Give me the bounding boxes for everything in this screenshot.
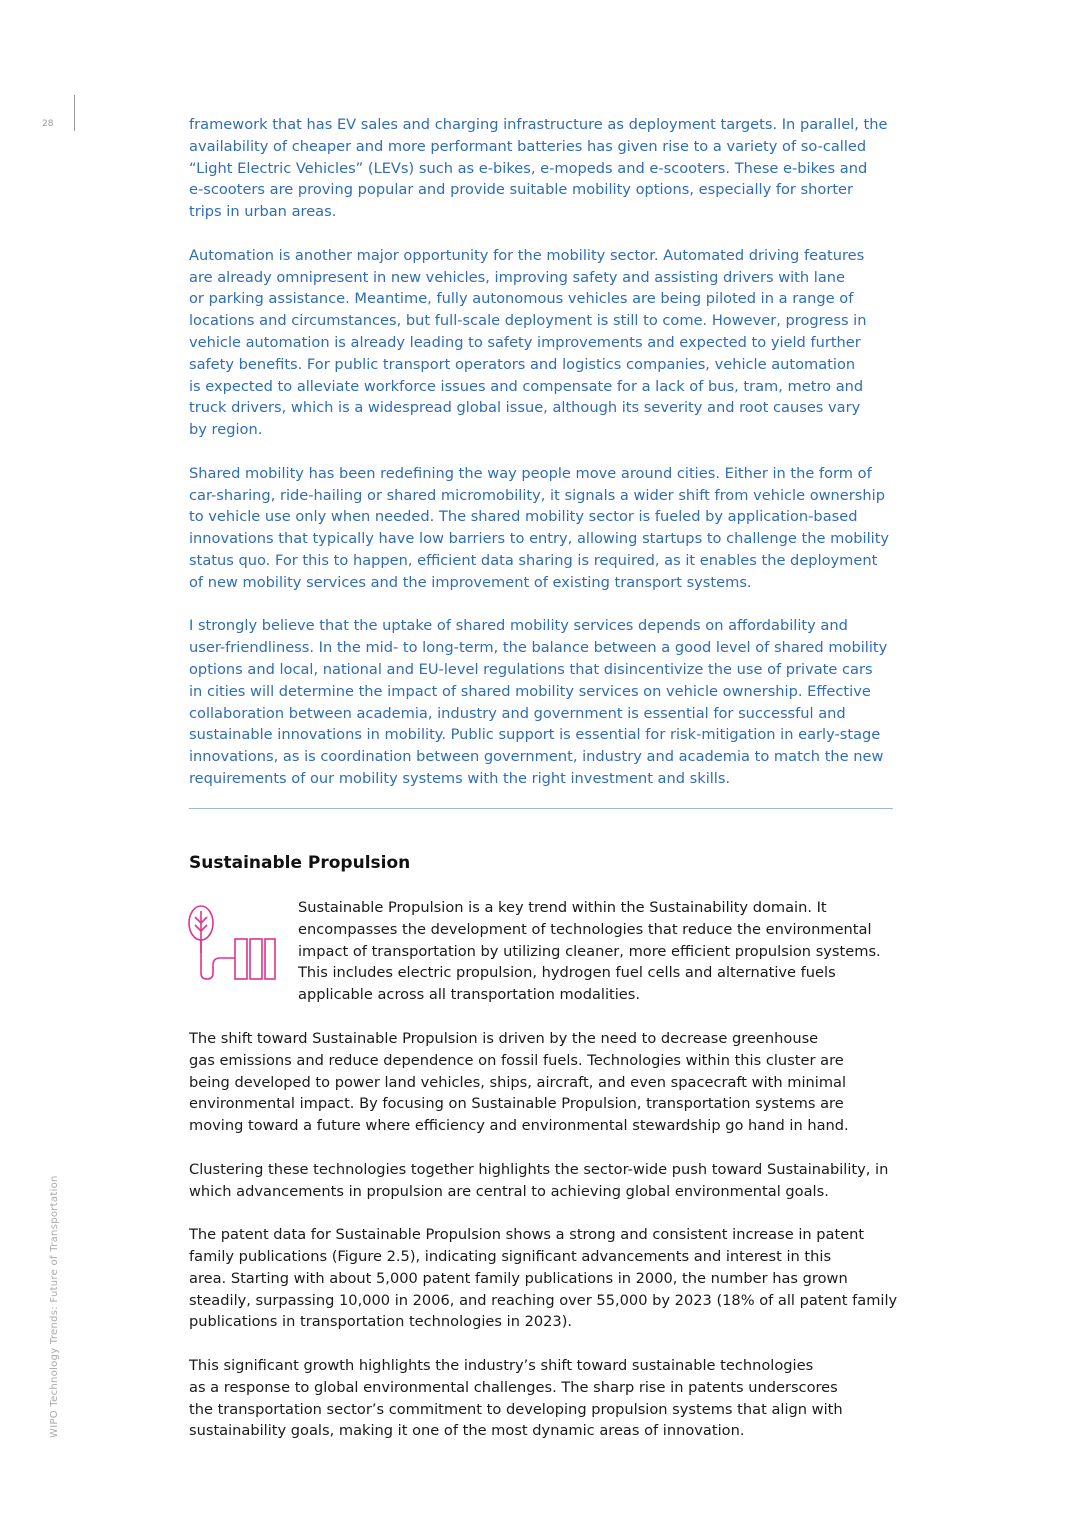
section-divider [189,808,893,809]
section-body [189,1028,899,1464]
text-line: framework that has EV sales and charging infrastructure as deployment targets. In parallel, the [189,116,888,133]
text-line: as a response to global environmental challenges. The sharp rise in patents underscores [189,1378,838,1396]
section-title: Sustainable Propulsion [189,853,411,873]
text-line: being developed to power land vehicles, ships, aircraft, and even spacecraft with minimal [189,1073,847,1091]
leaf-battery-icon [187,903,282,983]
section-intro [298,897,881,1028]
text-line: locations and circumstances, but full-scale deployment is still to come. However, progress in [189,312,867,330]
text-line: innovations, as is coordination between government, industry and academia to match the new [189,748,884,766]
text-line: I strongly believe that the uptake of shared mobility services depends on affordability and [189,617,848,635]
text-line: safety benefits. For public transport operators and logistics companies, vehicle automation [189,355,856,373]
text-line: are already omnipresent in new vehicles, improving safety and assisting drivers with lane [189,268,846,286]
header-divider [74,95,75,131]
quote-paragraph [189,615,899,789]
text-line: to vehicle use only when needed. The shared mobility sector is fueled by application-based [189,508,858,526]
text-line: availability of cheaper and more performant batteries has given rise to a variety of so-called [189,137,867,155]
running-title: WIPO Technology Trends: Future of Transportation [49,1175,60,1438]
quote-paragraph [189,463,899,594]
text-line: car-sharing, ride-hailing or shared micromobility, it signals a wider shift from vehicle ownership [189,486,885,504]
text-line: The shift toward Sustainable Propulsion is driven by the need to decrease greenhouse [189,1030,819,1047]
text-line: is expected to alleviate workforce issues and compensate for a lack of bus, tram, metro and [189,377,864,395]
text-line: The patent data for Sustainable Propulsion shows a strong and consistent increase in patent [189,1226,865,1244]
text-line: Sustainable Propulsion is a key trend within the Sustainability domain. It [298,899,827,916]
text-line: the transportation sector’s commitment to developing propulsion systems that align with [189,1400,843,1418]
text-line: collaboration between academia, industry and government is essential for successful and [189,704,846,722]
text-line: Clustering these technologies together highlights the sector-wide push toward Sustainability, in [189,1160,889,1178]
text-line: Automation is another major opportunity for the mobility sector. Automated driving features [189,246,865,264]
text-line: trips in urban areas. [189,203,337,221]
text-line: or parking assistance. Meantime, fully autonomous vehicles are being piloted in a range of [189,290,854,308]
text-line: which advancements in propulsion are central to achieving global environmental goals. [189,1182,829,1200]
text-line: user-friendliness. In the mid- to long-term, the balance between a good level of shared mobility [189,639,888,657]
text-line: environmental impact. By focusing on Sustainable Propulsion, transportation systems are [189,1095,844,1113]
body-paragraph [189,1028,899,1137]
text-line: e-scooters are proving popular and provide suitable mobility options, especially for shorter [189,181,854,199]
text-line: sustainable innovations in mobility. Public support is essential for risk-mitigation in early-stage [189,726,881,744]
quote-block [189,114,899,809]
text-line: vehicle automation is already leading to safety improvements and expected to yield further [189,333,861,351]
text-line: publications in transportation technologies in 2023). [189,1313,573,1331]
text-line: status quo. For this to happen, efficient data sharing is required, as it enables the deployment [189,551,878,569]
text-line: in cities will determine the impact of shared mobility services on vehicle ownership. Effective [189,682,871,700]
text-line: truck drivers, which is a widespread global issue, although its severity and root causes vary [189,399,861,417]
text-line: impact of transportation by utilizing cleaner, more efficient propulsion systems. [298,942,881,960]
intro-paragraph [298,897,881,1006]
text-line: by region. [189,421,263,439]
page-number: 28 [42,119,54,129]
body-paragraph [189,1224,899,1333]
text-line: of new mobility services and the improvement of existing transport systems. [189,573,752,591]
text-line: area. Starting with about 5,000 patent family publications in 2000, the number has grown [189,1269,848,1287]
text-line: This includes electric propulsion, hydrogen fuel cells and alternative fuels [298,964,836,982]
text-line: sustainability goals, making it one of the most dynamic areas of innovation. [189,1422,745,1440]
body-paragraph [189,1355,899,1442]
text-line: encompasses the development of technologies that reduce the environmental [298,920,872,938]
text-line: requirements of our mobility systems with the right investment and skills. [189,769,731,787]
text-line: innovations that typically have low barriers to entry, allowing startups to challenge the mobility [189,530,890,548]
text-line: family publications (Figure 2.5), indicating significant advancements and interest in this [189,1247,832,1265]
quote-paragraph [189,114,899,223]
quote-paragraph [189,245,899,441]
text-line: Shared mobility has been redefining the way people move around cities. Either in the form of [189,464,872,482]
text-line: “Light Electric Vehicles” (LEVs) such as e-bikes, e-mopeds and e-scooters. These e-bikes and [189,159,868,177]
text-line: options and local, national and EU-level regulations that disincentivize the use of private cars [189,660,873,678]
text-line: gas emissions and reduce dependence on fossil fuels. Technologies within this cluster are [189,1051,844,1069]
text-line: moving toward a future where efficiency and environmental stewardship go hand in hand. [189,1117,849,1135]
text-line: applicable across all transportation modalities. [298,986,641,1004]
text-line: steadily, surpassing 10,000 in 2006, and reaching over 55,000 by 2023 (18% of all patent family [189,1291,898,1309]
body-paragraph [189,1159,899,1203]
text-line: This significant growth highlights the industry’s shift toward sustainable technologies [189,1356,814,1374]
